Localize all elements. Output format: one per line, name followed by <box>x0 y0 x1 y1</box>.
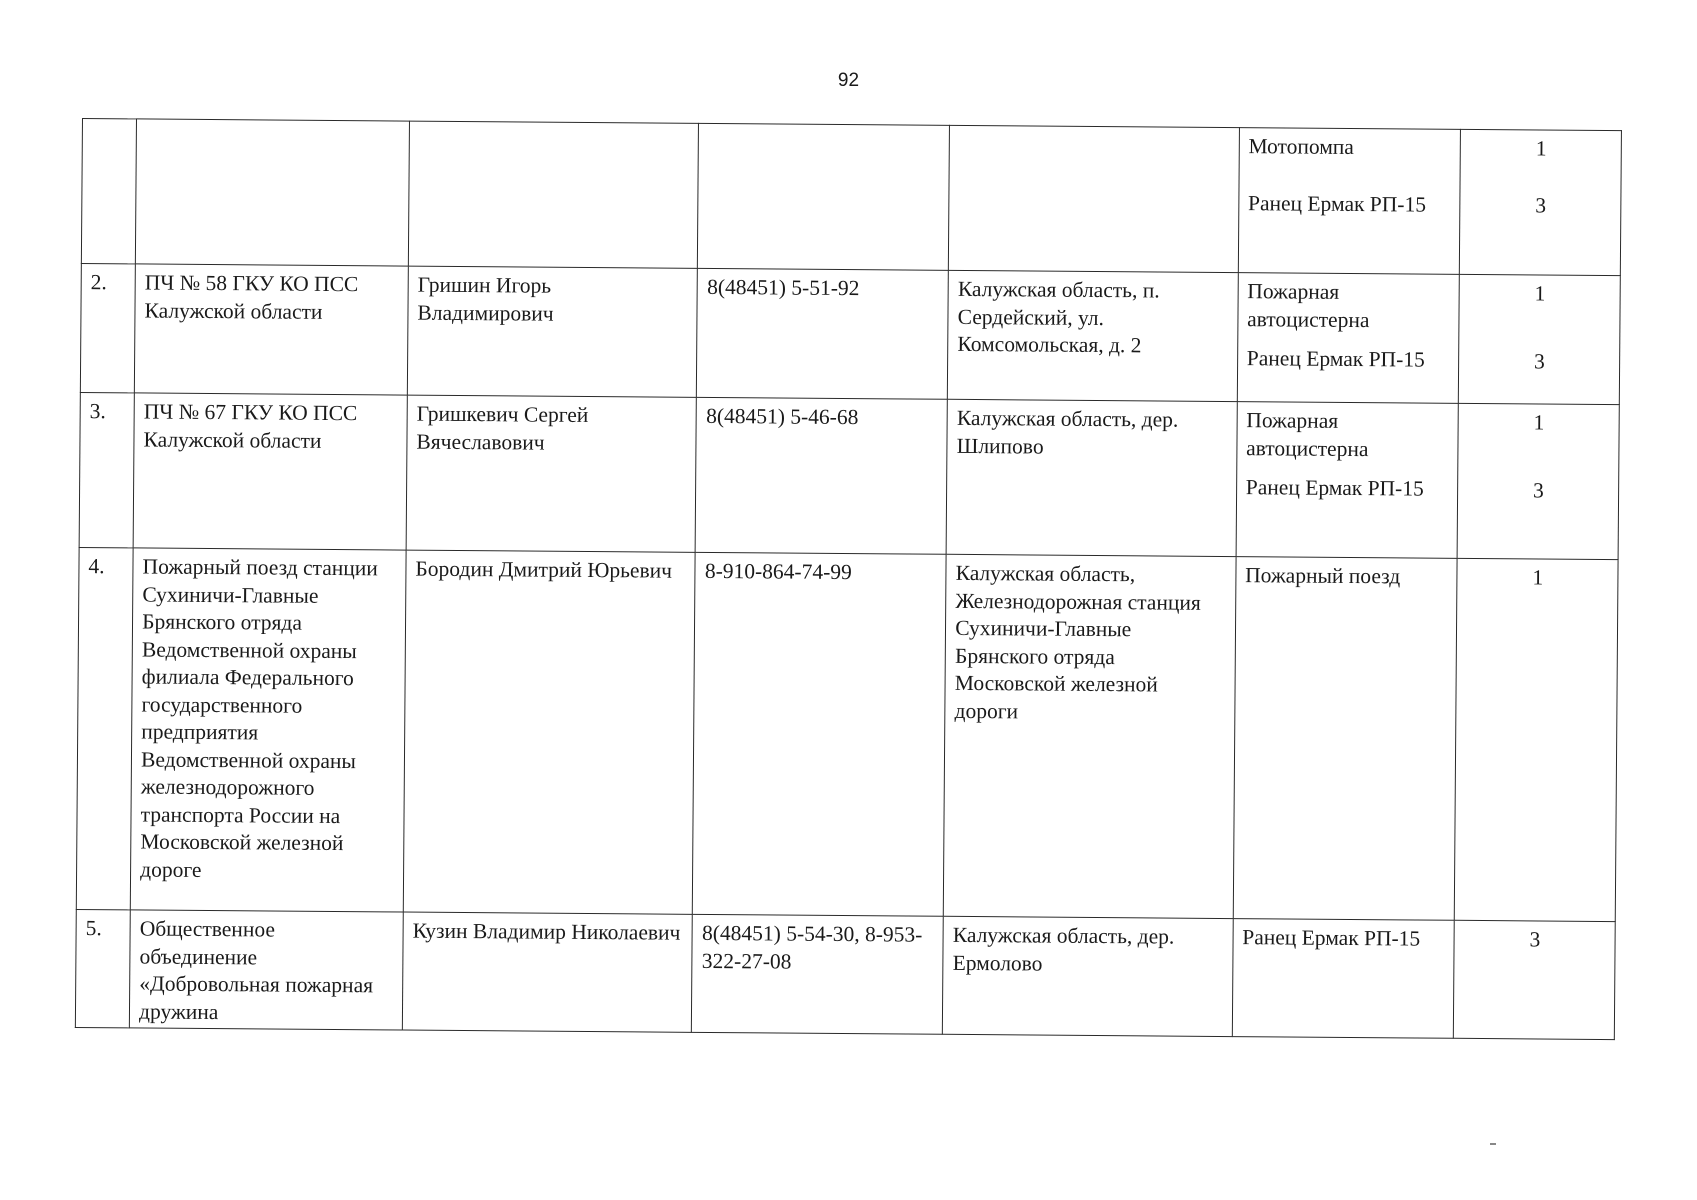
head-cell: Гришкевич Сергей Вячеславович <box>406 395 697 552</box>
organization-cell: ПЧ № 58 ГКУ КО ПСС Калужской области <box>134 264 408 395</box>
phone-cell: 8(48451) 5-51-92 <box>697 268 949 399</box>
organization-cell: Пожарный поезд станции Сухиничи-Главные Брянского отряда Ведомственной охраны филиала Федерального государственного предприятия Ведомственной охраны железнодорожного транспорта России на Московской железной дороге <box>130 548 406 912</box>
equipment-cell <box>1233 557 1457 921</box>
table-row <box>80 263 1620 404</box>
table-row <box>76 547 1618 921</box>
equipment-cell <box>1237 273 1459 404</box>
table-row <box>75 909 1615 1039</box>
fire-units-table <box>75 118 1622 1040</box>
page-number: 92 <box>837 70 860 91</box>
row-number <box>81 119 136 264</box>
organization-cell: ПЧ № 67 ГКУ КО ПСС Калужской области <box>133 393 407 550</box>
row-number: 2. <box>80 263 135 392</box>
head-cell: Гришин Игорь Владимирович <box>407 266 697 397</box>
document-sheet <box>75 118 1622 1040</box>
equipment-qty: 3 <box>1529 927 1541 952</box>
row-number: 5. <box>75 909 130 1027</box>
scan-speck <box>1490 1143 1496 1145</box>
head-cell: Бородин Дмитрий Юрьевич <box>403 550 695 914</box>
equipment-qty: 1 <box>1533 410 1545 435</box>
equipment-qty: 1 <box>1532 565 1544 590</box>
head-cell: Кузин Владимир Николаевич <box>402 912 692 1032</box>
quantity-cell <box>1458 274 1620 404</box>
phone-cell <box>698 123 950 270</box>
phone-cell: 8(48451) 5-54-30, 8-953-322-27-08 <box>692 914 944 1034</box>
equipment-qty: 1 <box>1535 136 1547 161</box>
equipment-qty: 1 <box>1534 281 1546 306</box>
equipment-name: Ранец Ермак РП-15 <box>1245 475 1424 501</box>
table-row <box>81 119 1621 276</box>
quantity-cell <box>1453 920 1615 1039</box>
organization-cell <box>135 119 409 266</box>
quantity-cell <box>1454 558 1618 921</box>
equipment-cell <box>1236 402 1458 559</box>
equipment-cell <box>1232 919 1454 1039</box>
row-number: 4. <box>76 547 133 909</box>
equipment-name: Ранец Ермак РП-15 <box>1246 346 1425 372</box>
equipment-name: Пожарный поезд <box>1245 563 1401 589</box>
equipment-name: Ранец Ермак РП-15 <box>1242 925 1421 951</box>
equipment-qty: 3 <box>1532 477 1544 502</box>
equipment-name: Пожарная автоцистерна <box>1246 408 1369 461</box>
quantity-cell <box>1457 403 1620 559</box>
phone-cell: 8-910-864-74-99 <box>693 552 947 916</box>
organization-cell: Общественное объединение «Добровольная пожарная дружина <box>129 910 403 1030</box>
address-cell: Калужская область, дер. Шлипово <box>946 399 1237 556</box>
address-cell: Калужская область, п. Сердейский, ул. Комсомольская, д. 2 <box>948 270 1238 401</box>
table-row <box>79 392 1619 559</box>
address-cell: Калужская область, Железнодорожная станция Сухиничи-Главные Брянского отряда Московской железной дороги <box>943 554 1235 918</box>
phone-cell: 8(48451) 5-46-68 <box>696 397 948 554</box>
address-cell: Калужская область, дер. Ермолово <box>943 916 1233 1036</box>
equipment-cell <box>1238 128 1460 275</box>
head-cell <box>408 121 699 268</box>
quantity-cell <box>1459 129 1621 275</box>
equipment-qty: 3 <box>1533 348 1545 373</box>
row-number: 3. <box>79 392 134 547</box>
address-cell <box>949 125 1240 272</box>
equipment-name: Пожарная автоцистерна <box>1247 279 1370 332</box>
equipment-name: Мотопомпа <box>1248 134 1355 159</box>
equipment-name: Ранец Ермак РП-15 <box>1247 190 1427 217</box>
equipment-qty: 3 <box>1535 192 1547 218</box>
